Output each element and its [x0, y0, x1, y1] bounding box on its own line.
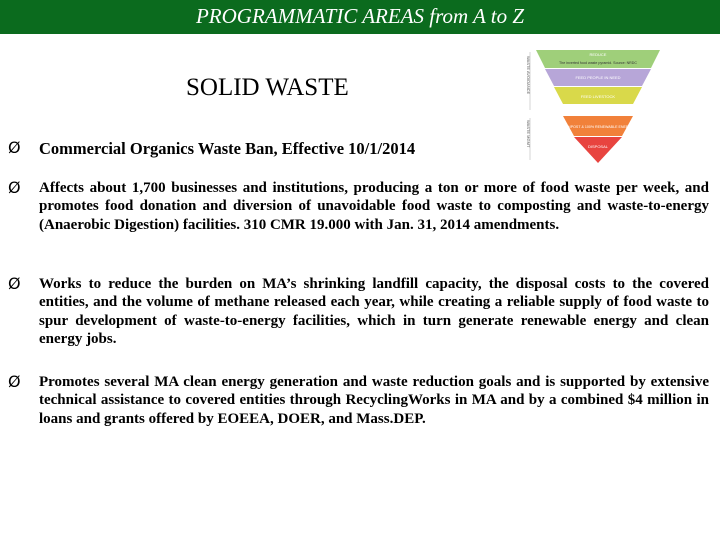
header-title: PROGRAMMATIC AREAS from A to Z [195, 4, 524, 28]
pyramid-label-compost: COMPOST & 100% RENEWABLE ENERGY [562, 125, 634, 129]
bullet-text: Promotes several MA clean energy generation and waste reduction goals and is supported by extensive technical assistance to covered entities through RecyclingWorks in MA and by a combined $4 million in loans and grants offered by EOEEA, DOER, and Mass.DEP. [39, 374, 709, 427]
pyramid-label-feed-livestock: FEED LIVESTOCK [580, 94, 616, 99]
bullet-arrow-icon: Ø [8, 138, 21, 157]
slide-title: SOLID WASTE [186, 74, 349, 101]
bullet-arrow-icon: Ø [8, 178, 21, 197]
pyramid-label-feed-people: FEED PEOPLE IN NEED [575, 75, 621, 80]
pyramid-caption: The inverted food waste pyramid. Source: NRDC [559, 61, 637, 65]
bullet-text: Affects about 1,700 businesses and institutions, producing a ton or more of food waste per week, and promotes food donation and diversion of unavoidable food waste to composting and waste-to-energy (Anaerobic Digestion) facilities. 310 CMR 19.000 with Jan. 31, 2014 amendments. [39, 180, 709, 233]
bullet-text: Works to reduce the burden on MA’s shrinking landfill capacity, the disposal costs to the covered entities, and the volume of methane released each year, while creating a reliable supply of food waste to spur development of waste-to-energy facilities, which in turn generate renewable energy and clean energy jobs. [39, 276, 709, 347]
pyramid-label-disposal: DISPOSAL [587, 144, 609, 149]
header-bar [0, 0, 720, 34]
pyramid-label-reduce: REDUCE [589, 52, 607, 57]
pyramid-side-label-avoidance: WASTE AVOIDANCE [526, 56, 531, 95]
bullet-arrow-icon: Ø [8, 372, 21, 391]
pyramid-side-label-mgmt: WASTE MGMT [526, 120, 531, 148]
bullet-text: Commercial Organics Waste Ban, Effective 10/1/2014 [39, 139, 416, 158]
bullet-arrow-icon: Ø [8, 274, 21, 293]
